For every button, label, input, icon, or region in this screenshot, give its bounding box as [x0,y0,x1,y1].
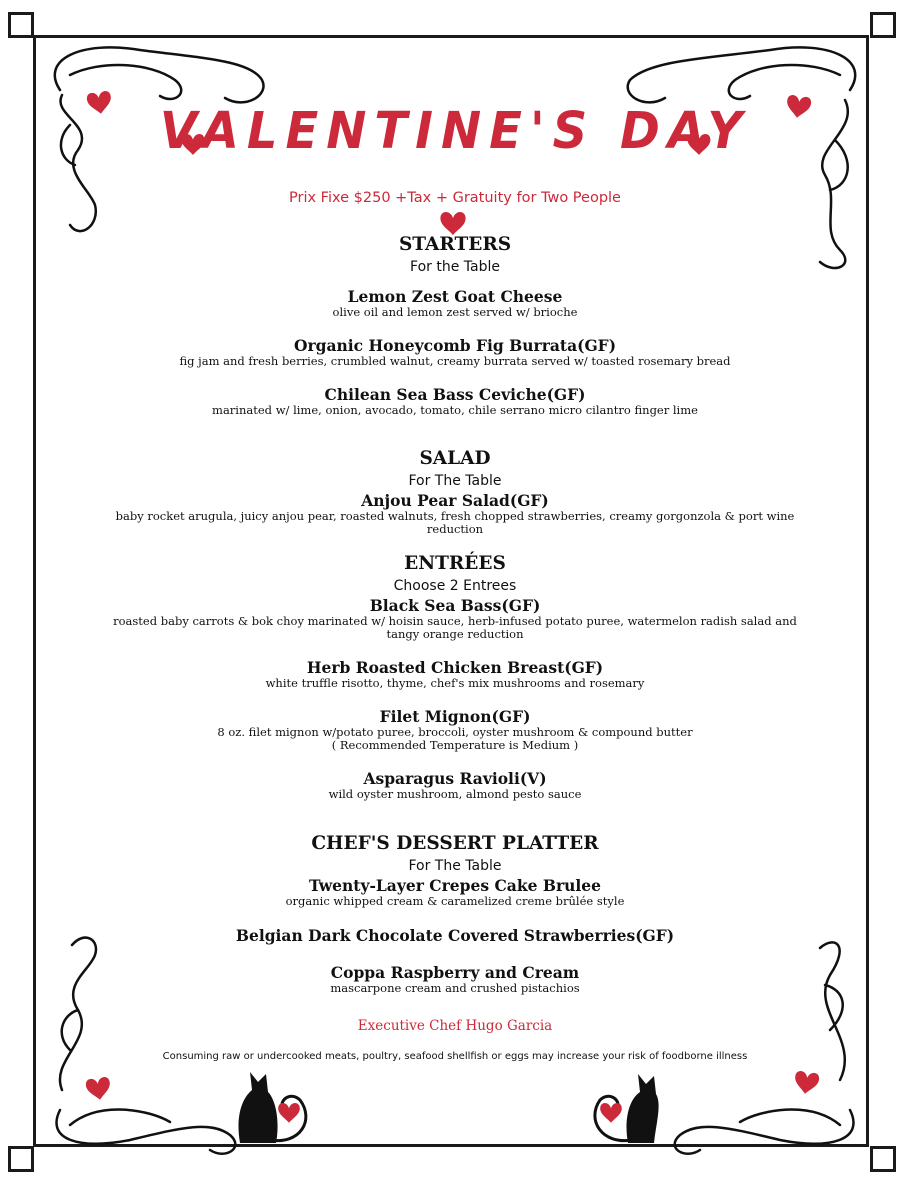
menu-item-name: Filet Mignon(GF) [379,707,531,726]
menu-item-name: Belgian Dark Chocolate Covered Strawberries(GF) [235,926,675,945]
menu-item-desc: wild oyster mushroom, almond pesto sauce [328,787,582,801]
menu-item-name: Organic Honeycomb Fig Burrata(GF) [293,336,617,355]
section-title: ENTRÉES [404,553,506,574]
section-dessert [60,832,850,995]
section-subtitle: For The Table [408,473,502,489]
menu-item-desc: organic whipped cream & caramelized creme brûlée style [285,894,625,908]
menu-item-name: Herb Roasted Chicken Breast(GF) [306,658,604,677]
chef-credit: Executive Chef Hugo Garcia [357,1018,553,1034]
menu-item-name: Twenty-Layer Crepes Cake Brulee [309,876,601,895]
menu-item-name: Black Sea Bass(GF) [369,596,541,615]
menu-item-desc: roasted baby carrots & bok choy marinated w/ hoisin sauce, herb-infused potato puree, watermelon radish salad and tangy orange reduction [113,614,797,641]
menu-item-name: Coppa Raspberry and Cream [330,963,580,982]
menu-item-name: Lemon Zest Goat Cheese [347,287,563,306]
menu-item-desc: white truffle risotto, thyme, chef's mix mushrooms and rosemary [265,676,645,690]
heart-icon [85,1076,112,1101]
menu-item-desc: fig jam and fresh berries, crumbled walnut, creamy burrata served w/ toasted rosemary bread [179,354,731,368]
menu-item-desc: mascarpone cream and crushed pistachios [330,981,580,995]
section-starters [60,233,850,417]
menu-item-desc: marinated w/ lime, onion, avocado, tomato, chile serrano micro cilantro finger lime [212,403,698,417]
cat-silhouette-icon [239,1072,306,1143]
heart-icon [793,1070,820,1095]
menu-body [60,233,850,995]
heart-icon [600,1103,622,1123]
menu-title: VALENTINE'S DAY [159,101,751,161]
section-subtitle: For the Table [410,259,500,275]
section-subtitle: Choose 2 Entrees [393,578,517,594]
health-disclaimer: Consuming raw or undercooked meats, poultry, seafood shellfish or eggs may increase your risk of foodborne illness [162,1051,748,1062]
heart-icon [278,1103,300,1123]
section-title: SALAD [419,448,491,469]
section-entrees [60,552,850,801]
section-salad [60,447,850,536]
section-title: STARTERS [398,234,512,255]
menu-item-name: Asparagus Ravioli(V) [363,769,547,788]
heart-icon [440,212,465,235]
menu-item-desc: 8 oz. filet mignon w/potato puree, broccoli, oyster mushroom & compound butter [217,725,693,739]
price-subtitle: Prix Fixe $250 +Tax + Gratuity for Two People [289,190,621,206]
menu-item-desc: olive oil and lemon zest served w/ brioche [332,305,578,319]
menu-item-name: Anjou Pear Salad(GF) [361,491,549,510]
menu-item-name: Chilean Sea Bass Ceviche(GF) [324,385,586,404]
menu-item-note: ( Recommended Temperature is Medium ) [331,738,579,752]
section-subtitle: For The Table [408,858,502,874]
menu-item-desc: baby rocket arugula, juicy anjou pear, roasted walnuts, fresh chopped strawberries, creamy gorgonzola & port wine reduction [115,509,795,536]
section-title: CHEF'S DESSERT PLATTER [311,833,599,854]
cat-silhouette-icon [595,1074,659,1143]
